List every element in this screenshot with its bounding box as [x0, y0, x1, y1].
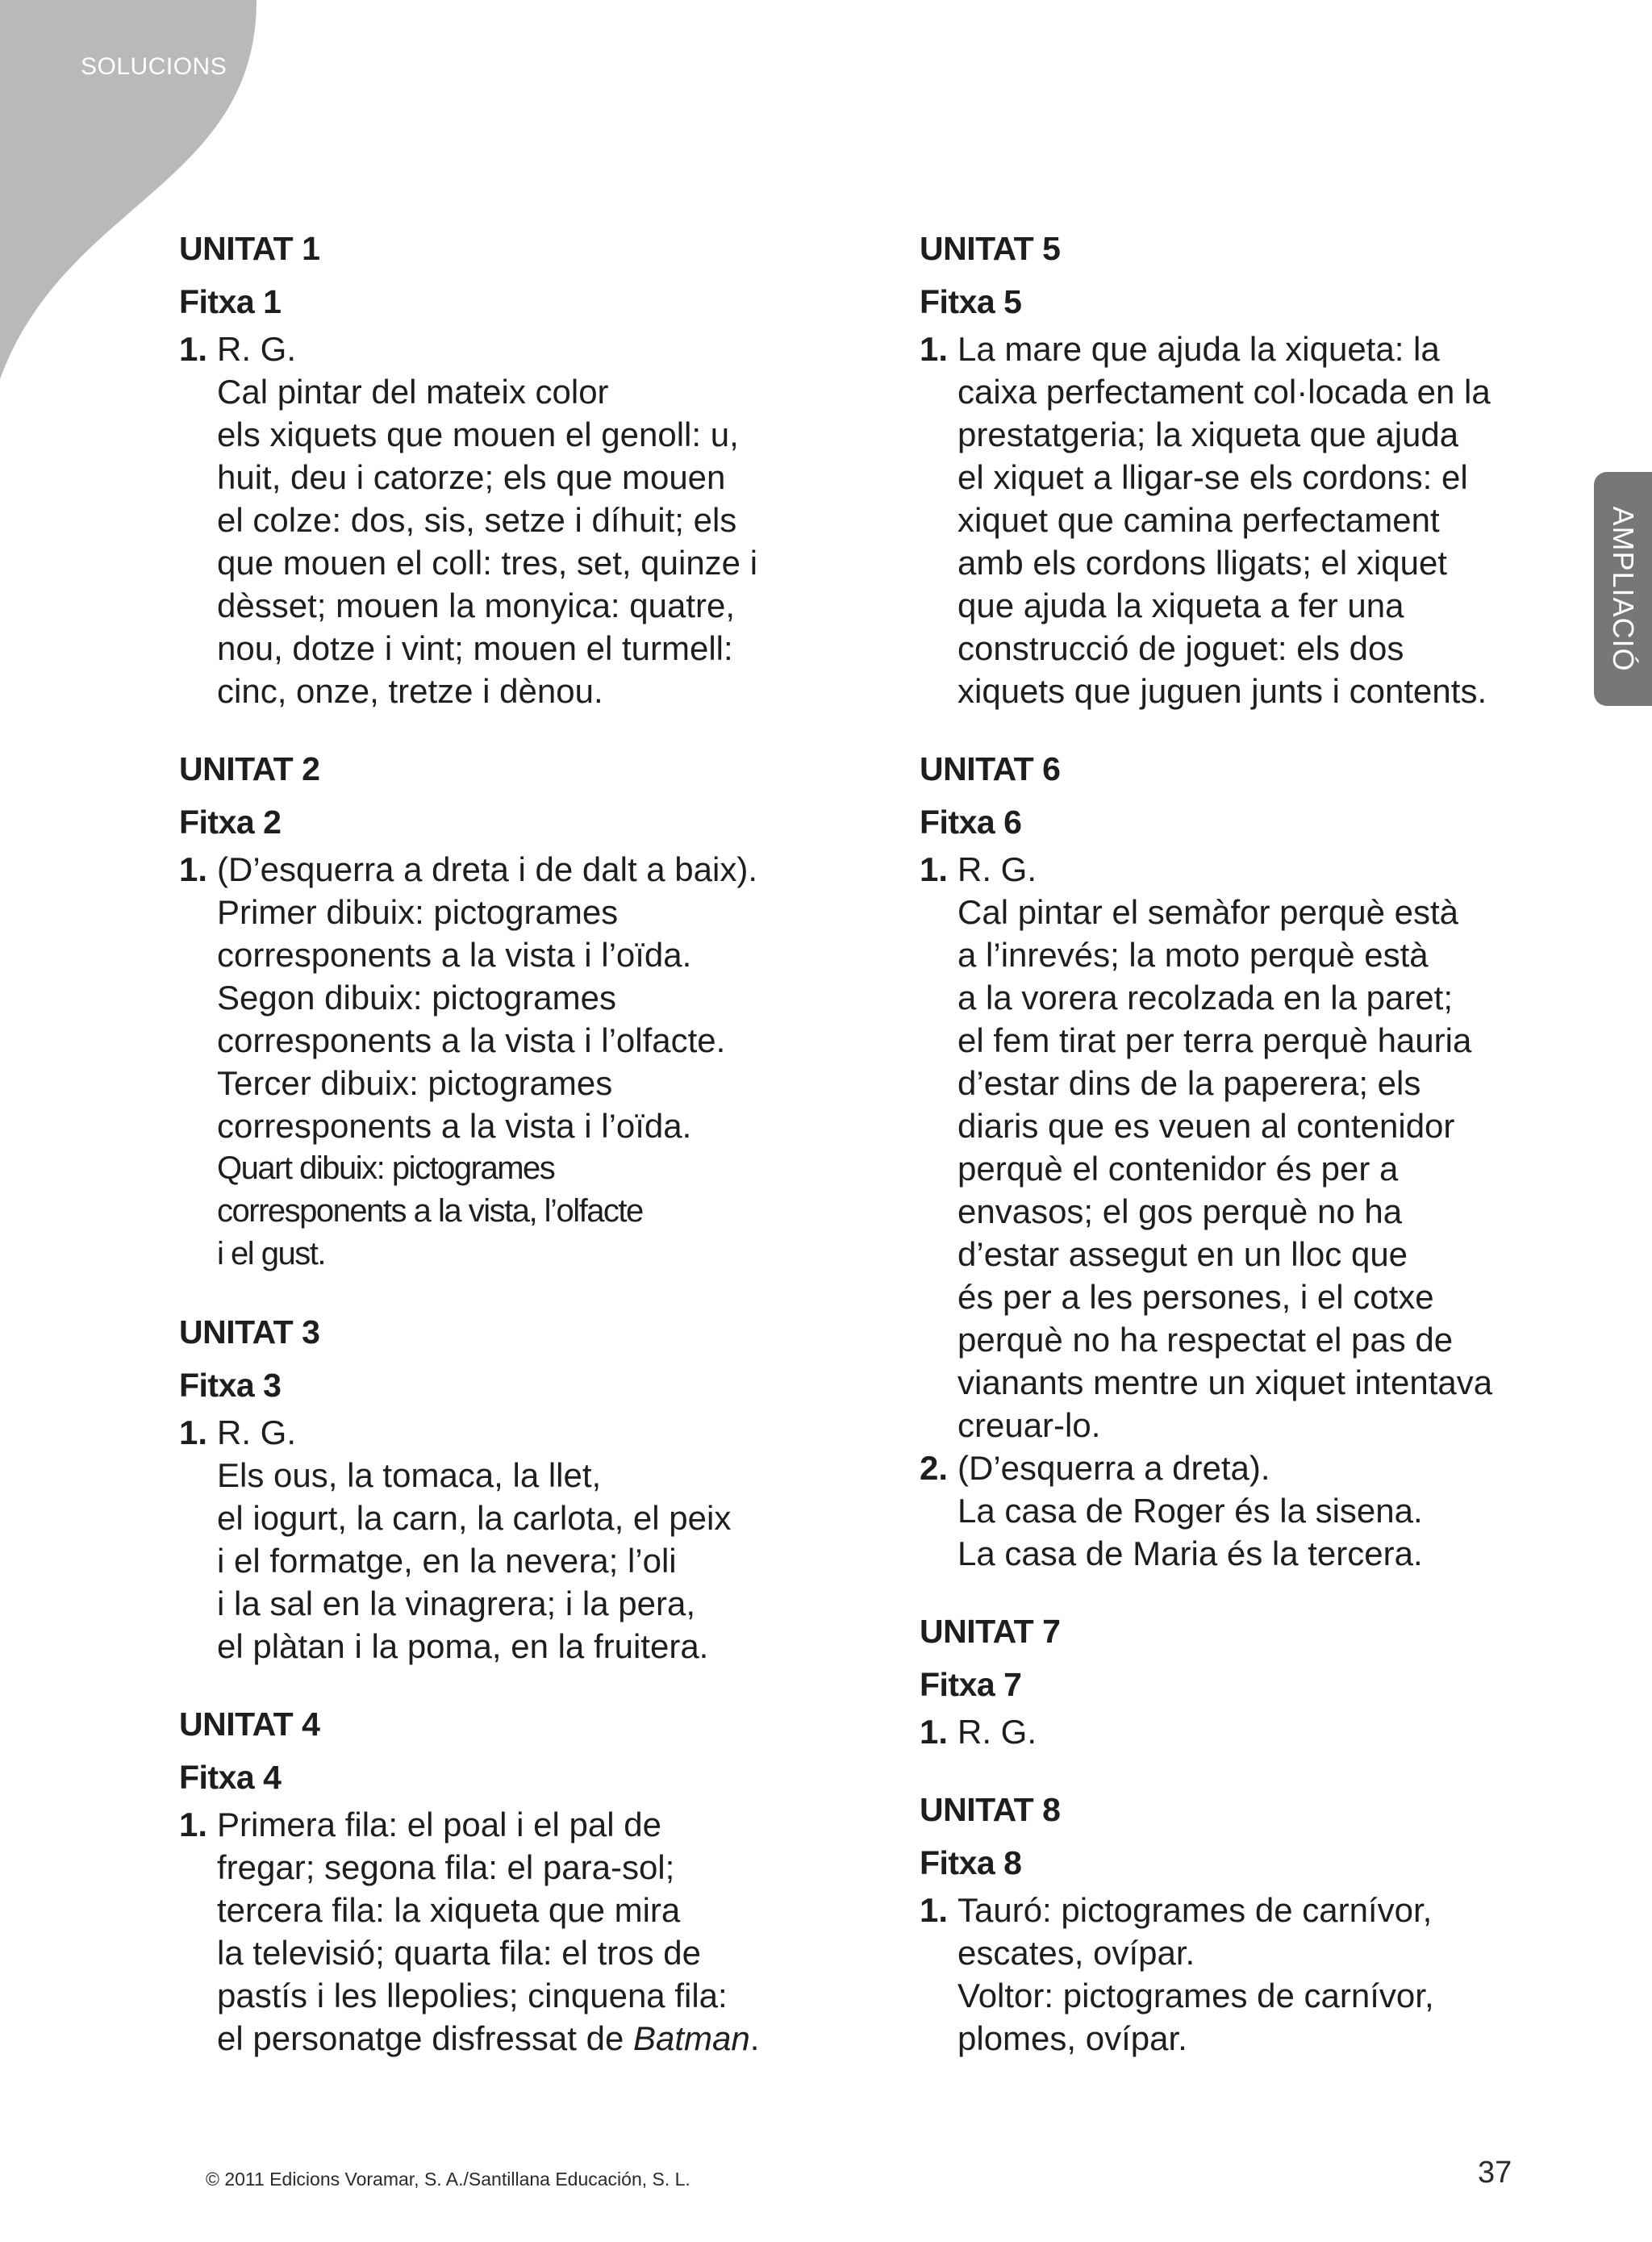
answer-number: 1. [179, 330, 208, 368]
answer-line: i el gust. [217, 1236, 325, 1271]
answer-item [179, 1803, 792, 2060]
answer-line: Cal pintar del mateix color [217, 373, 609, 411]
answer-line: i el formatge, en la nevera; l’oli [217, 1542, 677, 1580]
answer-line: pastís i les llepolies; cinquena fila: [217, 1977, 728, 2014]
answer-line: diaris que es veuen al contenidor [957, 1107, 1455, 1145]
answer-item [179, 1411, 792, 1668]
answer-line: La casa de Maria és la tercera. [957, 1534, 1423, 1572]
unit-title: UNITAT 4 [179, 1706, 320, 1743]
answer-line: escates, ovípar. [957, 1934, 1195, 1972]
answer-line: que mouen el coll: tres, set, quinze i [217, 544, 758, 582]
unit-title: UNITAT 5 [920, 230, 1061, 267]
answer-line: caixa perfectament col·locada en la [957, 373, 1491, 411]
unit-title: UNITAT 7 [920, 1613, 1061, 1650]
answer-line: construcció de joguet: els dos [957, 629, 1404, 667]
answer-number: 1. [179, 1413, 208, 1451]
fitxa-title: Fitxa 5 [920, 283, 1022, 320]
answer-number: 2. [920, 1449, 949, 1487]
unit-title: UNITAT 6 [920, 750, 1061, 787]
answer-line: d’estar assegut en un lloc que [957, 1235, 1408, 1273]
answer-line: Primer dibuix: pictogrames [217, 893, 619, 931]
answer-line: tercera fila: la xiqueta que mira [217, 1891, 681, 1929]
fitxa-title: Fitxa 3 [179, 1367, 282, 1404]
left-column [179, 226, 792, 2094]
unit-section [920, 1787, 1549, 2060]
answer-line: a la vorera recolzada en la paret; [957, 979, 1454, 1017]
answer-line: perquè no ha respectat el pas de [957, 1321, 1454, 1359]
answer-line: els xiquets que mouen el genoll: u, [217, 415, 739, 453]
fitxa-title: Fitxa 6 [920, 804, 1022, 841]
answer-line: i la sal en la vinagrera; i la pera, [217, 1584, 695, 1622]
answer-item [920, 1889, 1549, 2060]
answer-line: xiquets que juguen junts i contents. [957, 672, 1487, 710]
answer-line: el iogurt, la carn, la carlota, el peix [217, 1499, 732, 1537]
answer-line: el xiquet a lligar-se els cordons: el [957, 458, 1468, 496]
answer-item [920, 328, 1549, 712]
unit-title: UNITAT 3 [179, 1313, 320, 1351]
answer-line: el plàtan i la poma, en la fruitera. [217, 1627, 709, 1665]
answer-line: (D’esquerra a dreta). [957, 1449, 1270, 1487]
unit-section [179, 1701, 792, 2060]
answer-line: R. G. [957, 1713, 1037, 1751]
answer-line: corresponents a la vista i l’oïda. [217, 1107, 692, 1145]
fitxa-title: Fitxa 4 [179, 1759, 282, 1796]
answer-line: amb els cordons lligats; el xiquet [957, 544, 1447, 582]
answer-line: (D’esquerra a dreta i de dalt a baix). [217, 850, 758, 888]
answer-item [920, 1710, 1549, 1753]
page-number: 37 [1478, 2156, 1512, 2190]
answer-line: corresponents a la vista i l’oïda. [217, 936, 692, 974]
answer-line: R. G. [217, 1413, 297, 1451]
answer-line-end: . [749, 2019, 760, 2057]
answer-item [179, 848, 792, 1275]
ampliacio-tab-label: AMPLIACIÓ [1607, 506, 1640, 672]
unit-title: UNITAT 2 [179, 750, 320, 787]
answer-line: plomes, ovípar. [957, 2019, 1187, 2057]
answer-line: dèsset; mouen la monyica: quatre, [217, 587, 736, 624]
answer-line: cinc, onze, tretze i dènou. [217, 672, 603, 710]
answer-line: envasos; el gos perquè no ha [957, 1192, 1403, 1230]
unit-section [920, 226, 1549, 712]
answer-number: 1. [179, 1806, 208, 1843]
answer-line: vianants mentre un xiquet intentava [957, 1363, 1493, 1401]
answer-line: xiquet que camina perfectament [957, 501, 1440, 539]
answer-line: R. G. [217, 330, 297, 368]
answer-line: creuar-lo. [957, 1406, 1101, 1444]
answer-line: Els ous, la tomaca, la llet, [217, 1456, 602, 1494]
answer-line: la televisió; quarta fila: el tros de [217, 1934, 701, 1972]
answer-number: 1. [179, 850, 208, 888]
answer-line: nou, dotze i vint; mouen el turmell: [217, 629, 733, 667]
answer-line: prestatgeria; la xiqueta que ajuda [957, 415, 1459, 453]
answer-item [179, 328, 792, 712]
fitxa-title: Fitxa 7 [920, 1666, 1022, 1703]
answer-line: a l’inrevés; la moto perquè està [957, 936, 1429, 974]
answer-number: 1. [920, 1713, 949, 1751]
fitxa-title: Fitxa 2 [179, 804, 282, 841]
unit-section [179, 226, 792, 712]
unit-title: UNITAT 8 [920, 1791, 1061, 1828]
answer-line: huit, deu i catorze; els que mouen [217, 458, 726, 496]
answer-line-text: el personatge disfressat de [217, 2019, 624, 2057]
answer-line: Primera fila: el poal i el pal de [217, 1806, 661, 1843]
answer-line: Quart dibuix: pictogrames [217, 1150, 555, 1186]
answer-line: el fem tirat per terra perquè hauria [957, 1021, 1472, 1059]
answer-line: fregar; segona fila: el para-sol; [217, 1848, 675, 1886]
answer-line: és per a les persones, i el cotxe [957, 1278, 1434, 1316]
answer-line: La casa de Roger és la sisena. [957, 1492, 1423, 1530]
answer-line: que ajuda la xiqueta a fer una [957, 587, 1404, 624]
answer-line: Cal pintar el semàfor perquè està [957, 893, 1458, 931]
fitxa-title: Fitxa 8 [920, 1844, 1022, 1881]
answer-item [920, 1447, 1549, 1575]
answer-italic-title: Batman [632, 2019, 750, 2057]
answer-line: perquè el contenidor és per a [957, 1150, 1399, 1188]
answer-number: 1. [920, 330, 949, 368]
answer-line: corresponents a la vista, l’olfacte [217, 1193, 643, 1229]
answer-line [217, 2017, 792, 2060]
unit-title: UNITAT 1 [179, 230, 320, 267]
answer-line: el colze: dos, sis, setze i díhuit; els [217, 501, 737, 539]
answer-line: La mare que ajuda la xiqueta: la [957, 330, 1440, 368]
answer-line: R. G. [957, 850, 1037, 888]
unit-section [179, 746, 792, 1275]
answer-number: 1. [920, 1891, 949, 1929]
answer-line: Voltor: pictogrames de carnívor, [957, 1977, 1434, 2014]
answer-line: Segon dibuix: pictogrames [217, 979, 616, 1017]
unit-section [920, 746, 1549, 1575]
fitxa-title: Fitxa 1 [179, 283, 282, 320]
answer-number: 1. [920, 850, 949, 888]
unit-section [179, 1309, 792, 1668]
copyright-footer: © 2011 Edicions Voramar, S. A./Santillana Educación, S. L. [206, 2169, 690, 2190]
answer-line: Tercer dibuix: pictogrames [217, 1064, 613, 1102]
answer-item [920, 848, 1549, 1447]
section-label: SOLUCIONS [81, 53, 227, 80]
answer-line: d’estar dins de la paperera; els [957, 1064, 1421, 1102]
unit-section [920, 1609, 1549, 1753]
answer-line: Tauró: pictogrames de carnívor, [957, 1891, 1433, 1929]
ampliacio-tab [1594, 472, 1652, 706]
answer-line: corresponents a la vista i l’olfacte. [217, 1021, 726, 1059]
right-column [920, 226, 1549, 2094]
